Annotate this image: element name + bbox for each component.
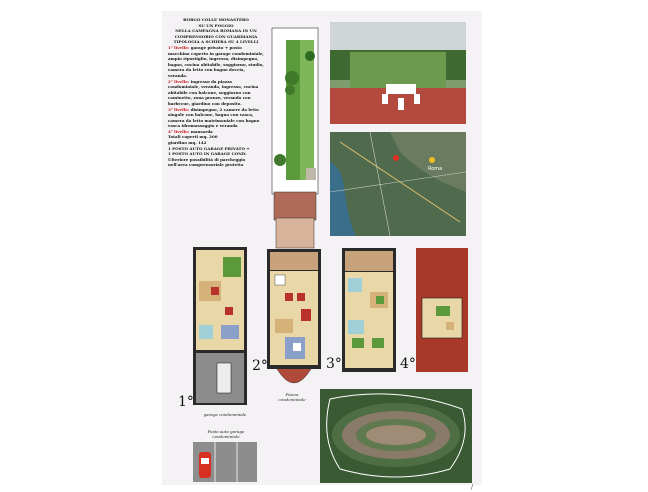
title-line: TIPOLOGIA A SCHIERA SU 4 LIVELLI	[173, 39, 259, 45]
title-line: BORGO COLLE MONASTERO	[183, 17, 249, 22]
garden-site-plan	[266, 20, 324, 252]
title-line: SU UN POGGIO	[198, 22, 234, 28]
totals-line: 1 POSTO AUTO GARAGE PRIVATO +	[168, 145, 250, 151]
level-1-desc: 1° livello: garage privato + posto macchina coperto in garage condominiale, ampio ripostiglio, ingresso, disimpegno, bagno, cucina abitabile, soggiorno, studio, camera da letto con bagno doccia, veranda.	[168, 44, 264, 78]
title-line: NELLA CAMPAGNA ROMANA IN UN	[175, 28, 257, 34]
floor-plan-level-1	[193, 247, 247, 405]
title-line: COMPRENSORIO CON GUARDIANIA	[174, 33, 258, 39]
level-3-desc: 3° livello: disimpegno, 2 camere da letto singole con balcone, bagno con vasca, camera da letto matrimoniale con bagno vasca idromassaggio e veranda	[168, 106, 260, 129]
totals-line: Totali coperti mq. 200	[168, 134, 218, 140]
totals-line: 1 POSTO AUTO IN GARAGE COND.	[168, 151, 247, 157]
listing-description	[168, 17, 264, 168]
floor-plan-level-3	[342, 248, 396, 372]
posto-auto-caption: Posto auto garage condominiale	[207, 429, 245, 439]
level-4-desc: 4° livello: mansarda	[168, 128, 213, 134]
level-4-label: 4°	[400, 356, 416, 372]
garage-parking-plan	[193, 442, 257, 482]
level-2-label: 2°	[252, 358, 268, 374]
location-map	[330, 132, 466, 236]
terrace-photo	[330, 22, 466, 124]
level-1-label: 1°	[178, 394, 194, 410]
totals-line: giardino mq. 142	[168, 140, 207, 146]
floor-plan-level-4	[416, 248, 468, 372]
page-corner-mark: /	[471, 484, 474, 491]
level-3-label: 3°	[326, 356, 342, 372]
level-2-desc: 2° livello: ingresso da piazza condominiale, veranda, ingresso, cucina abitabile con balcone, soggiorno con caminetto, zona pranzo, veranda con barbecue, giardino con deposito.	[168, 78, 259, 106]
floor-plan-level-2	[267, 249, 321, 389]
parking-note: Ulteriore possibilità di parcheggio nell'area comprensoriale protetta	[168, 156, 246, 168]
aerial-photo	[320, 389, 472, 483]
map-city-label: Roma	[428, 166, 443, 172]
piazza-caption: Piazza condominiale	[278, 392, 306, 402]
garage-caption: garage condominiale	[203, 412, 247, 417]
